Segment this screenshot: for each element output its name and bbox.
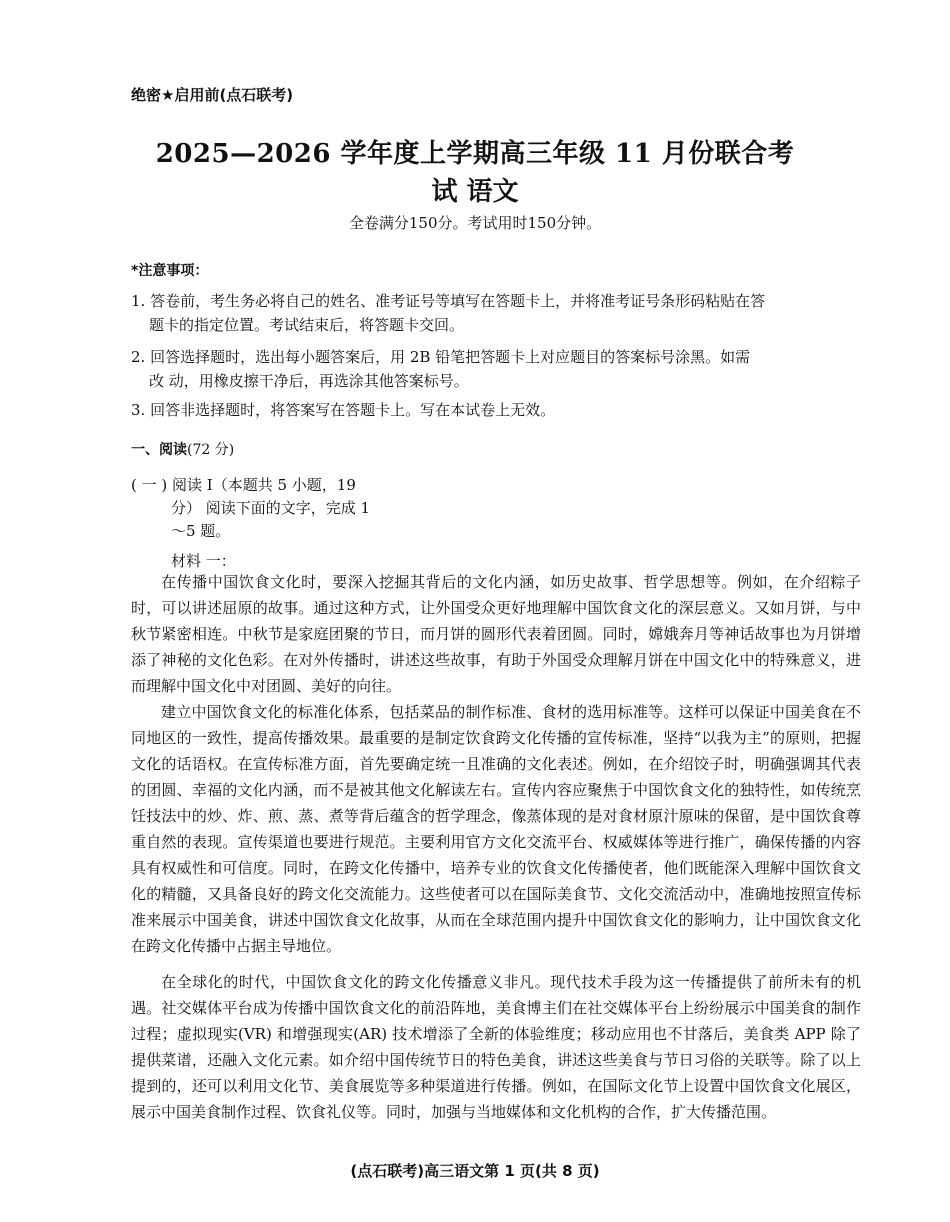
notice-item: [131, 398, 861, 422]
paragraph: 建立中国饮食文化的标准化体系，包括菜品的制作标准、食材的选用标准等。这样可以保证中国美食在不同地区的一致性，提高传播效果。最重要的是制定饮食跨文化传播的宣传标准，坚持“以我为主”的原则，把握文化的话语权。在宣传标准方面，首先要确定统一且准确的文化表述。例如，在介绍饺子时，明确强调其代表的团圆、幸福的文化内涵，而不是被其他文化解读左右。宣传内容应聚焦于中国饮食文化的独特性，如传统烹饪技法中的炒、炸、煎、蒸、煮等背后蕴含的哲学理念，像蒸体现的是对食材原汁原味的保留，是中国饮食尊重自然的表现。宣传渠道也要进行规范。主要利用官方文化交流平台、权威媒体等进行推广，确保传播的内容具有权威性和可信度。同时，在跨文化传播中，培养专业的饮食文化传播使者，他们既能深入理解中国饮食文化的精髓，又具备良好的跨文化交流能力。这些使者可以在国际美食节、文化交流活动中，准确地按照宣传标准来展示中国美食，讲述中国饮食文化故事，从而在全球范围内提升中国饮食文化的影响力，让中国饮食文化在跨文化传播中占据主导地位。: [131, 703, 861, 955]
notice-heading: *注意事项：: [131, 263, 209, 279]
part-line: ～5 题。: [171, 522, 231, 540]
section-heading: [131, 439, 234, 459]
section-title: 一、阅读: [131, 442, 187, 458]
notice-item: [131, 289, 861, 337]
paragraph: 在全球化的时代，中国饮食文化的跨文化传播意义非凡。现代技术手段为这一传播提供了前所未有的机遇。社交媒体平台成为传播中国饮食文化的前沿阵地，美食博主们在社交媒体平台上纷纷展示中国美食的制作过程；虚拟现实(VR) 和增强现实(AR) 技术增添了全新的体验维度；移动应用也不甘落后，美食类 APP 除了提供菜谱，还融入文化元素。如介绍中国传统节日的特色美食，讲述这些美食与节日习俗的关联等。除了以上提到的，还可以利用文化节、美食展览等多种渠道进行传播。例如，在国际文化节上设置中国饮食文化展区，展示中国美食制作过程、饮食礼仪等。同时，加强与当地媒体和文化机构的合作，扩大传播范围。: [131, 973, 861, 1121]
notice-item-line: 1. 答卷前，考生务必将自己的姓名、准考证号等填写在答题卡上，并将准考证号条形码粘贴在答: [131, 292, 766, 310]
part-heading: [131, 474, 431, 543]
paragraph: 在传播中国饮食文化时，要深入挖掘其背后的文化内涵，如历史故事、哲学思想等。例如，在介绍粽子时，可以讲述屈原的故事。通过这种方式，让外国受众更好地理解中国饮食文化的深层意义。又如月饼，与中秋节紧密相连。中秋节是家庭团聚的节日，而月饼的圆形代表着团圆。同时，嫦娥奔月等神话故事也为月饼增添了神秘的文化色彩。在对外传播时，讲述这些故事，有助于外国受众理解月饼在中国文化中的特殊意义，进而理解中国文化中对团圆、美好的向往。: [131, 573, 861, 695]
notice-item-line: 题卡的指定位置。考试结束后，将答题卡交回。: [149, 316, 465, 334]
notice-item: [131, 345, 861, 393]
part-line: 分） 阅读下面的文字，完成 1: [171, 499, 371, 517]
exam-subject: 试 语文: [431, 177, 519, 207]
exam-title: 2025—2026 学年度上学期高三年级 11 月份联合考: [155, 139, 795, 169]
material-label: 材料 一：: [171, 552, 236, 570]
page-footer: (点石联考)高三语文第 1 页(共 8 页): [350, 1162, 600, 1180]
part-line: ( 一 ) 阅读 I（本题共 5 小题，19: [131, 476, 356, 494]
notice-item-line: 2. 回答选择题时，选出每小题答案后，用 2B 铅笔把答题卡上对应题目的答案标号涂黑。如需: [131, 348, 751, 366]
notice-item-line: 3. 回答非选择题时，将答案写在答题卡上。写在本试卷上无效。: [131, 401, 556, 419]
exam-score-time: 全卷满分150分。考试用时150分钟。: [348, 214, 602, 232]
notice-item-line: 改 动，用橡皮擦干净后，再选涂其他答案标号。: [149, 372, 469, 390]
section-score: (72 分): [187, 442, 235, 458]
confidential-label: 绝密★启用前(点石联考): [131, 86, 294, 104]
